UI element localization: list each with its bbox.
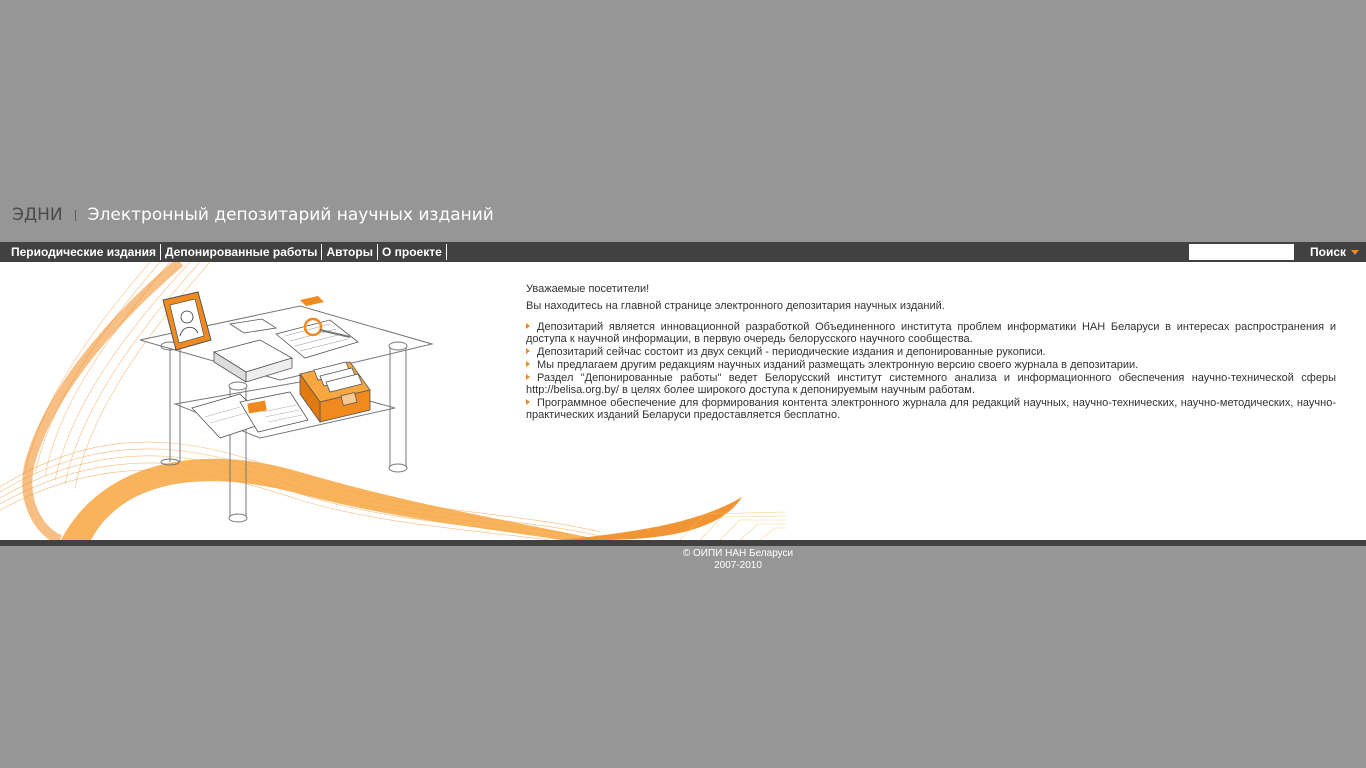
list-item: Депозитарий сейчас состоит из двух секций - периодические издания и депонированные рукописи.: [526, 346, 1336, 358]
list-item: Мы предлагаем другим редакциям научных изданий размещать электронную версию своего журнала в депозитарии.: [526, 359, 1336, 371]
footer: [0, 548, 1366, 572]
footer-bar: [0, 540, 1366, 546]
welcome-text: [526, 283, 1336, 422]
search-button[interactable]: [1310, 243, 1359, 261]
nav-menu: [11, 242, 451, 262]
nav-item-authors[interactable]: Авторы: [326, 244, 378, 260]
intro-text: Вы находитесь на главной странице электронного депозитария научных изданий.: [526, 300, 945, 312]
triangle-down-icon: [1351, 250, 1359, 255]
site-abbr: ЭДНИ: [12, 205, 63, 225]
search-input[interactable]: [1189, 244, 1294, 260]
list-item: Раздел "Депонированные работы" ведет Белорусский институт системного анализа и информационного обеспечения научно-технической сферы http://belisa.org.by/ в целях более широкого доступа к депонируемым научным работам.: [526, 372, 1336, 396]
copyright-years: 2007-2010: [714, 560, 762, 571]
nav-item-deposited-works[interactable]: Депонированные работы: [165, 244, 322, 260]
main-content: [0, 262, 1366, 540]
nav-item-about[interactable]: О проекте: [382, 244, 447, 260]
site-name: Электронный депозитарий научных изданий: [87, 205, 494, 225]
copyright-text: © ОИПИ НАН Беларуси: [682, 548, 794, 559]
title-divider: [75, 210, 76, 221]
greeting: Уважаемые посетители!: [526, 283, 650, 295]
nav-item-periodicals[interactable]: Периодические издания: [11, 244, 161, 260]
list-item: Депозитарий является инновационной разработкой Объединенного института проблем информатики НАН Беларуси в интересах распространения и доступа к научной информации, в первую очередь белорусского научного сообщества.: [526, 321, 1336, 345]
navbar: [0, 242, 1366, 262]
site-title: [12, 203, 494, 227]
search-button-label: Поиск: [1310, 245, 1347, 259]
list-item: Программное обеспечение для формирования контента электронного журнала для редакций научных, научно-технических, научно-методических, научно-практических изданий Беларуси предоставляется бесплатно.: [526, 397, 1336, 421]
info-list: [526, 321, 1336, 421]
